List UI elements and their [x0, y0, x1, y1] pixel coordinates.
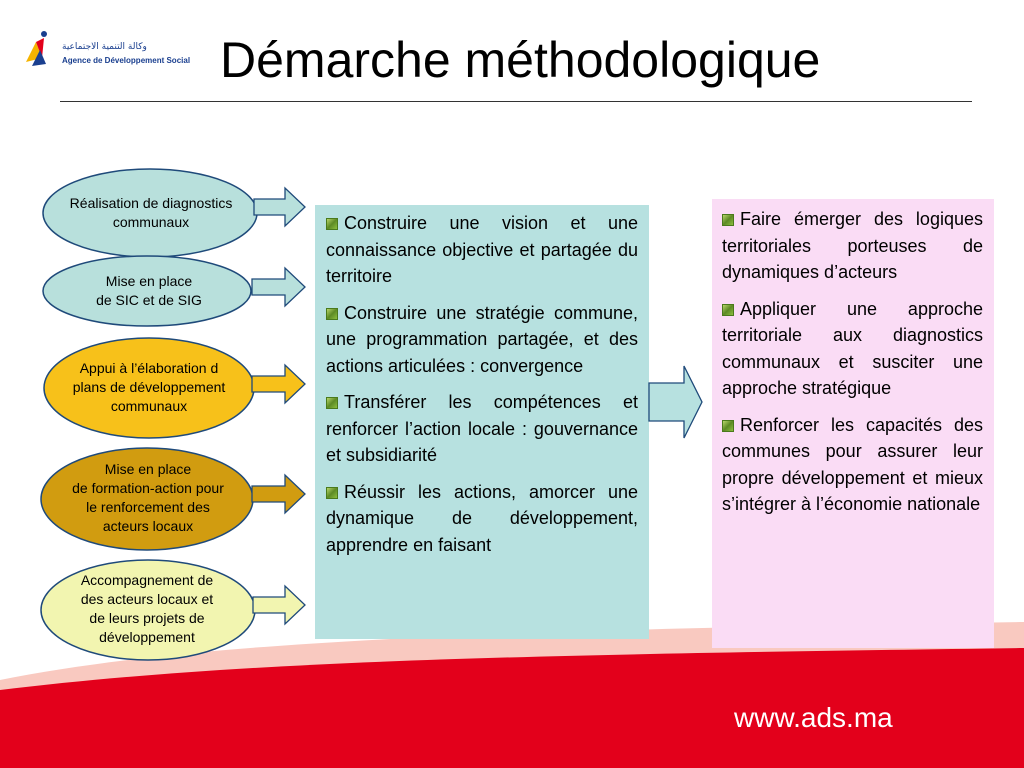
right-box-item — [722, 296, 983, 402]
green-bullet-icon — [326, 397, 338, 409]
oval-plans-line2: plans de développement — [72, 379, 226, 395]
oval-sic-sig-line2: de SIC et de SIG — [96, 292, 202, 308]
middle-box-item-text: Réussir les actions, amorcer une dynamique de développement, apprendre en faisant — [326, 481, 638, 555]
green-bullet-icon — [326, 218, 338, 230]
middle-box-item — [326, 300, 638, 380]
oval-accompagnement-line3: de leurs projets de — [89, 610, 205, 626]
right-box-item-text: Faire émerger des logiques territoriales porteuses de dynamiques d’acteurs — [722, 209, 983, 282]
page-title: Démarche méthodologique — [220, 32, 821, 88]
arrow-accompagnement — [253, 586, 305, 624]
oval-accompagnement-line4: développement — [99, 629, 195, 645]
middle-box — [326, 210, 638, 568]
logo-french-text: Agence de Développement Social — [62, 56, 191, 65]
middle-box-item — [326, 479, 638, 559]
middle-box-item — [326, 210, 638, 290]
oval-sic-sig-label — [46, 272, 252, 310]
green-bullet-icon — [326, 308, 338, 320]
green-bullet-icon — [722, 214, 734, 226]
arrow-middle-to-right — [649, 366, 702, 438]
middle-box-item-text: Construire une vision et une connaissance objective et partagée du territoire — [326, 213, 638, 286]
oval-diagnostics-line2: communaux — [112, 214, 190, 230]
oval-plans-line3: communaux — [110, 398, 188, 414]
right-box-item — [722, 412, 983, 518]
oval-diagnostics-label — [48, 194, 254, 232]
oval-accompagnement-line2: des acteurs locaux et — [80, 591, 214, 607]
right-box — [722, 206, 983, 528]
arrow-sic-sig — [252, 268, 305, 306]
oval-formation-line2: de formation-action pour — [72, 480, 224, 496]
logo-arabic-text: وكالة التنمية الاجتماعية — [62, 42, 147, 52]
green-bullet-icon — [326, 487, 338, 499]
middle-box-item-text: Construire une stratégie commune, une programmation partagée, et des actions articulées : convergence — [326, 302, 638, 376]
middle-box-item-text: Transférer les compétences et renforcer l’action locale : gouvernance et subsidiarité — [326, 392, 638, 465]
footer-url[interactable]: www.ads.ma — [734, 702, 893, 733]
arrow-diagnostics — [254, 188, 305, 226]
middle-box-item — [326, 389, 638, 469]
oval-diagnostics-line1: Réalisation de diagnostics — [69, 195, 233, 211]
oval-plans-line1: Appui à l’élaboration d — [79, 360, 219, 376]
arrow-formation — [252, 475, 305, 513]
arrow-plans — [252, 365, 305, 403]
right-box-item-text: Appliquer une approche territoriale aux diagnostics communaux et susciter une approche stratégique — [722, 298, 983, 398]
oval-formation-line4: acteurs locaux — [102, 518, 194, 534]
oval-formation-label — [44, 460, 252, 536]
oval-formation-line3: le renforcement des — [86, 499, 210, 515]
right-box-item — [722, 206, 983, 286]
oval-accompagnement-label — [44, 571, 250, 647]
oval-accompagnement-line1: Accompagnement de — [80, 572, 214, 588]
green-bullet-icon — [722, 420, 734, 432]
green-bullet-icon — [722, 304, 734, 316]
right-box-item-text: Renforcer les capacités des communes pour assurer leur propre développement et mieux s’intégrer à l’économie nationale — [722, 414, 983, 514]
oval-sic-sig-line1: Mise en place — [105, 273, 193, 289]
oval-formation-line1: Mise en place — [104, 461, 192, 477]
oval-plans-label — [45, 359, 253, 416]
